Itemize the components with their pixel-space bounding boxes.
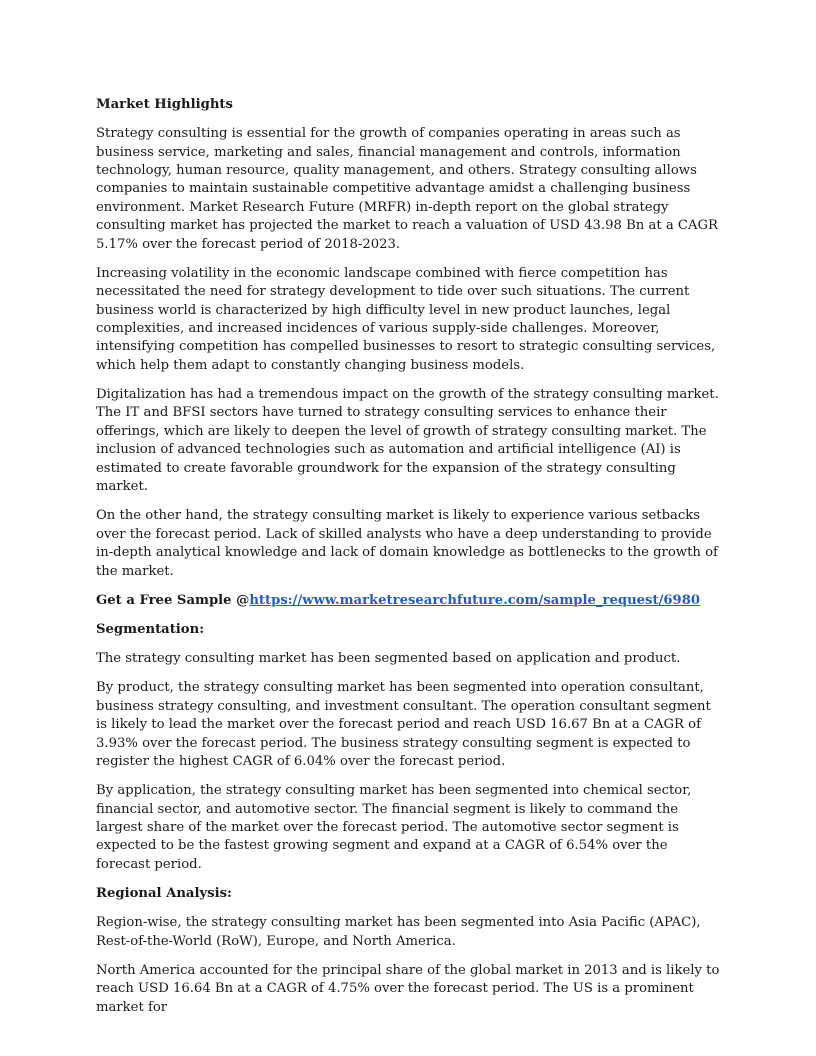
- paragraph: By application, the strategy consulting market has been segmented into chemical sector, financial sector, and automotive sector. The financial segment is likely to command the largest share of the market over the forecast period. The automotive sector segment is expected to be the fastest growing segment and expand at a CAGR of 6.54% over the forecast period.: [96, 783, 692, 872]
- paragraph: Strategy consulting is essential for the growth of companies operating in areas such as business service, marketing and sales, financial management and controls, information technology, human resource, quality management, and others. Strategy consulting allows companies to maintain sustainable competitive advantage amidst a challenging business environment. Market Research Future (MRFR) in-depth report on the global strategy consulting market has projected the market to reach a valuation of USD 43.98 Bn at a CAGR 5.17% over the forecast period of 2018-2023.: [96, 126, 718, 252]
- paragraph: Digitalization has had a tremendous impact on the growth of the strategy consulting market. The IT and BFSI sectors have turned to strategy consulting services to enhance their offerings, which are likely to deepen the level of growth of strategy consulting market. The inclusion of advanced technologies such as automation and artificial intelligence (AI) is estimated to create favorable groundwork for the expansion of the strategy consulting market.: [96, 387, 719, 495]
- document-page: [96, 96, 720, 1028]
- paragraph: The strategy consulting market has been segmented based on application and product.: [96, 651, 681, 667]
- paragraph: Region-wise, the strategy consulting market has been segmented into Asia Pacific (APAC), Rest-of-the-World (RoW), Europe, and North America.: [96, 915, 701, 949]
- section-heading-regional-analysis: Regional Analysis:: [96, 886, 232, 901]
- sample-request-link[interactable]: https://www.marketresearchfuture.com/sample_request/6980: [249, 592, 701, 608]
- paragraph: By product, the strategy consulting market has been segmented into operation consultant, business strategy consulting, and investment consultant. The operation consultant segment is likely to lead the market over the forecast period and reach USD 16.67 Bn at a CAGR of 3.93% over the forecast period. The business strategy consulting segment is expected to register the highest CAGR of 6.04% over the forecast period.: [96, 680, 711, 769]
- section-heading-market-highlights: Market Highlights: [96, 97, 233, 112]
- paragraph: North America accounted for the principal share of the global market in 2013 and is likely to reach USD 16.64 Bn at a CAGR of 4.75% over the forecast period. The US is a prominent market for: [96, 962, 720, 1015]
- sample-line: [96, 592, 720, 610]
- paragraph: Increasing volatility in the economic landscape combined with fierce competition has necessitated the need for strategy development to tide over such situations. The current business world is characterized by high difficulty level in new product launches, legal complexities, and increased incidences of various supply-side challenges. Moreover, intensifying competition has compelled businesses to resort to strategic consulting services, which help them adapt to constantly changing business models.: [96, 265, 716, 373]
- section-heading-segmentation: Segmentation:: [96, 621, 205, 637]
- sample-label: Get a Free Sample @: [96, 592, 250, 608]
- paragraph: On the other hand, the strategy consulting market is likely to experience various setbacks over the forecast period. Lack of skilled analysts who have a deep understanding to provide in-depth analytical knowledge and lack of domain knowledge as bottlenecks to the growth of the market.: [96, 508, 718, 579]
